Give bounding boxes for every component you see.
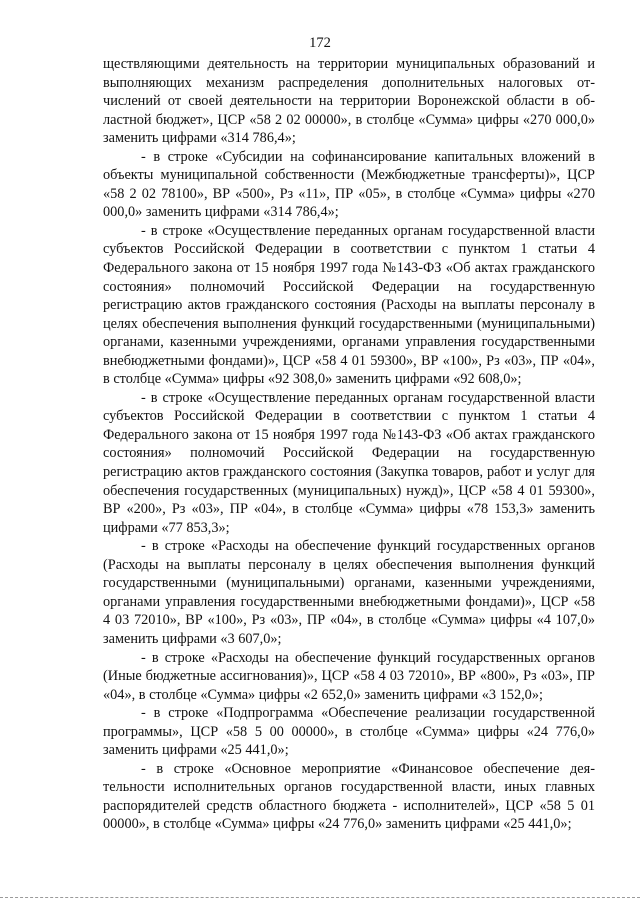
paragraph-civil-registration-procurement: - в строке «Осуществление переданных органам государственной власти субъектов Российской Федерации в соответствии с пунктом 1 статьи 4 Федерального закона от 15 ноября 1997 года №143-ФЗ «Об актах гражданского состояния» полномочий Российской Федерации на государственную регистрацию актов гражданского состояния (Закупка товаров, работ и услуг для обеспечения государственных (муниципальных) нужд)», ЦСР «58 4 01 59300», ВР «200», Рз «03», ПР «04», в столбце «Сумма» цифры «78 153,3» заменить цифрами «77 853,3»; <box>103 389 595 536</box>
paragraph-continuation: ществляющими деятельность на территории муниципальных образований и выполняющих механизм распределения дополнительных налоговых отчислений от своей деятельности на территории Воронежской области в областной бюджет», ЦСР «58 2 02 00000», в столбце «Сумма» цифры «270 000,0» заменить цифрами «314 786,4»; <box>103 56 595 147</box>
document-body <box>103 55 595 834</box>
paragraph-state-functions-other: - в строке «Расходы на обеспечение функций государственных органов (Иные бюджетные ассигнования)», ЦСР «58 4 03 72010», ВР «800», Рз «03», ПР «04», в столбце «Сумма» цифры «2 652,0» заменить цифрами «3 152,0»; <box>103 649 595 703</box>
page-number: 172 <box>309 35 331 51</box>
bottom-divider <box>0 897 640 898</box>
paragraph-subsidies: - в строке «Субсидии на софинансирование капитальных вложений в объекты муниципальной собственности (Межбюджетные трансферты)», ЦСР «58 2 02 78100», ВР «500», Рз «11», ПР «05», в столбце «Сумма» цифры «270 000,0» заменить цифрами «314 786,4»; <box>103 148 595 221</box>
paragraph-main-activity: - в строке «Основное мероприятие «Финансовое обеспечение деятельности исполнительных органов государственной власти, иных главных распорядителей средств областного бюджета - исполнителей», ЦСР «58 5 01 00000», в столбце «Сумма» цифры «24 776,0» заменить цифрами «25 441,0»; <box>103 760 595 833</box>
paragraph-state-functions-staff: - в строке «Расходы на обеспечение функций государственных органов (Расходы на выплаты персоналу в целях обеспечения выполнения функций государственными (муниципальными) органами, казенными учреждениями, органами управления государственными внебюджетными фондами)», ЦСР «58 4 03 72010», ВР «100», Рз «03», ПР «04», в столбце «Сумма» цифры «4 107,0» заменить цифрами «3 607,0»; <box>103 538 595 647</box>
paragraph-civil-registration-staff: - в строке «Осуществление переданных органам государственной власти субъектов Российской Федерации в соответствии с пунктом 1 статьи 4 Федерального закона от 15 ноября 1997 года №143-ФЗ «Об актах гражданского состояния» полномочий Российской Федерации на государственную регистрацию актов гражданского состояния (Расходы на выплаты персоналу в целях обеспечения выполнения функций государственными (муниципальными) органами, казенными учреждениями, органами управления государственными внебюджетными фондами)», ЦСР «58 4 01 59300», ВР «100», Рз «03», ПР «04», в столбце «Сумма» цифры «92 308,0» заменить цифрами «92 608,0»; <box>103 222 595 388</box>
paragraph-subprogram: - в строке «Подпрограмма «Обеспечение реализации государственной программы», ЦСР «58 5 00 00000», в столбце «Сумма» цифры «24 776,0» заменить цифрами «25 441,0»; <box>103 705 595 759</box>
